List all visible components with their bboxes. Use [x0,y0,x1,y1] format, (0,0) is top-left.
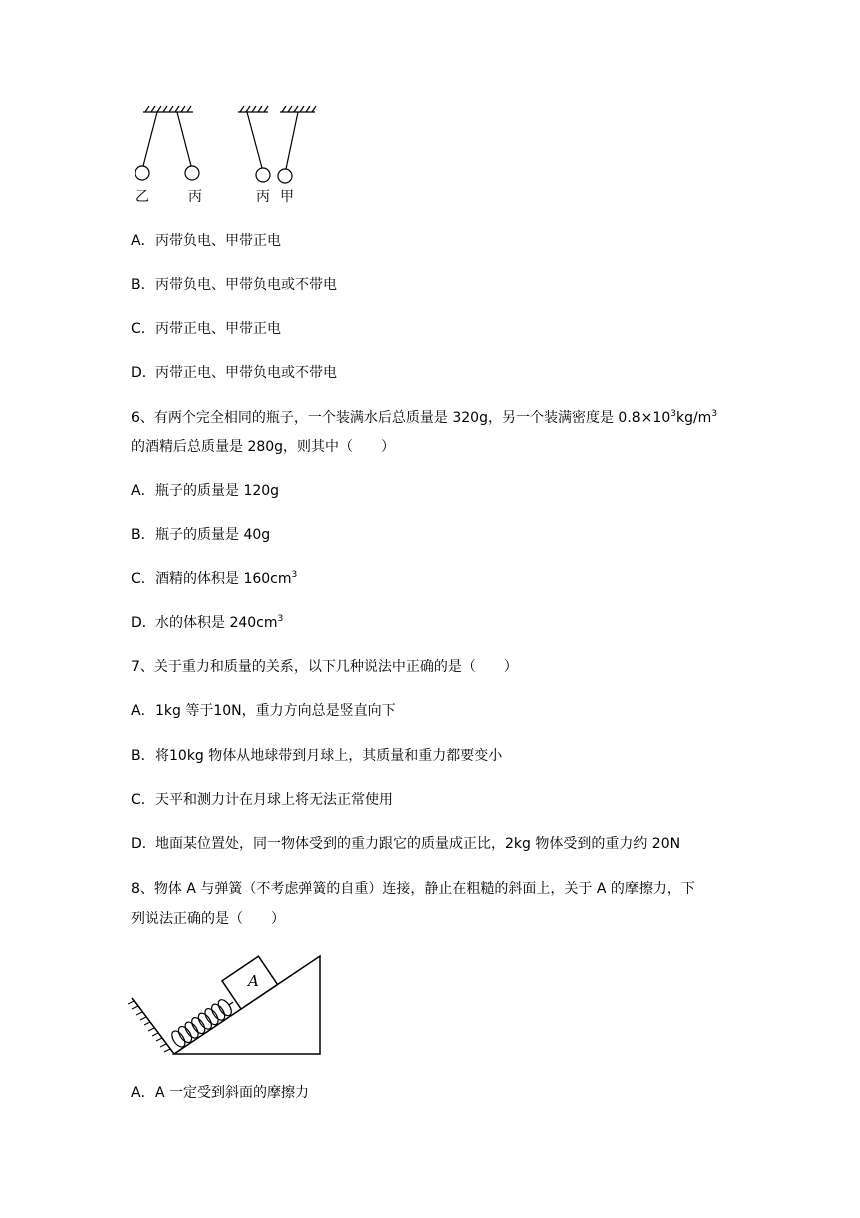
q5-option-a: A．丙带负电、甲带正电 [131,233,281,249]
left-ceiling [143,106,193,112]
q5-option-b: B．丙带负电、甲带负电或不带电 [131,277,337,293]
right-ceiling [280,106,316,112]
label-bing-right: 丙 [256,189,270,205]
ball-jia [278,169,292,183]
q7-stem: 7、关于重力和质量的关系，以下几种说法中正确的是（ ） [131,659,518,675]
label-yi: 乙 [135,189,149,205]
q7-option-b: B．将10kg 物体从地球带到月球上，其质量和重力都要变小 [131,748,503,764]
ball-yi [135,166,149,180]
q7-option-c: C．天平和测力计在月球上将无法正常使用 [131,792,393,808]
thread-bing-left [177,112,191,166]
ball-bing-left [185,166,199,180]
q6-stem-line2: 的酒精后总质量是 280g，则其中（ ） [131,439,396,455]
q6-option-a: A．瓶子的质量是 120g [131,483,280,499]
q5-option-d: D．丙带正电、甲带负电或不带电 [131,365,337,381]
label-jia: 甲 [280,189,294,205]
incline-diagram [128,948,328,1060]
pendulum-figure [135,98,325,208]
thread-jia [286,112,298,169]
q8-option-a: A．A 一定受到斜面的摩擦力 [131,1085,310,1101]
incline-figure [128,948,328,1060]
q6-option-d: D．水的体积是 $240cm^3$ [131,614,284,631]
q6-option-b: B．瓶子的质量是 40g [131,527,271,543]
q6-stem-line1: 6、有两个完全相同的瓶子，一个装满水后总质量是 320g，另一个装满密度是 $0.8\times 10^3kg/m^3$ [131,409,718,426]
spring-coil [163,995,238,1054]
pendulum-diagram [135,98,325,208]
q8-stem-line1: 8、物体 A 与弹簧（不考虑弹簧的自重）连接，静止在粗糙的斜面上，关于 A 的摩擦力，下 [131,881,695,897]
thread-yi [143,112,157,166]
q6-option-c: C．酒精的体积是 $160cm^3$ [131,570,298,587]
block-a-label: A [248,972,259,990]
middle-ceiling [238,106,268,112]
q7-option-a: A．1kg 等于10N，重力方向总是竖直向下 [131,703,396,719]
label-bing-left: 丙 [188,189,202,205]
ball-bing-right [256,168,270,182]
wall-hatching [128,1001,170,1052]
q5-option-c: C．丙带正电、甲带正电 [131,321,281,337]
q8-stem-line2: 列说法正确的是（ ） [131,911,285,927]
thread-bing-right [247,112,262,168]
wall-line [132,998,174,1054]
q7-option-d: D．地面某位置处，同一物体受到的重力跟它的质量成正比，2kg 物体受到的重力约 20N [131,836,681,852]
